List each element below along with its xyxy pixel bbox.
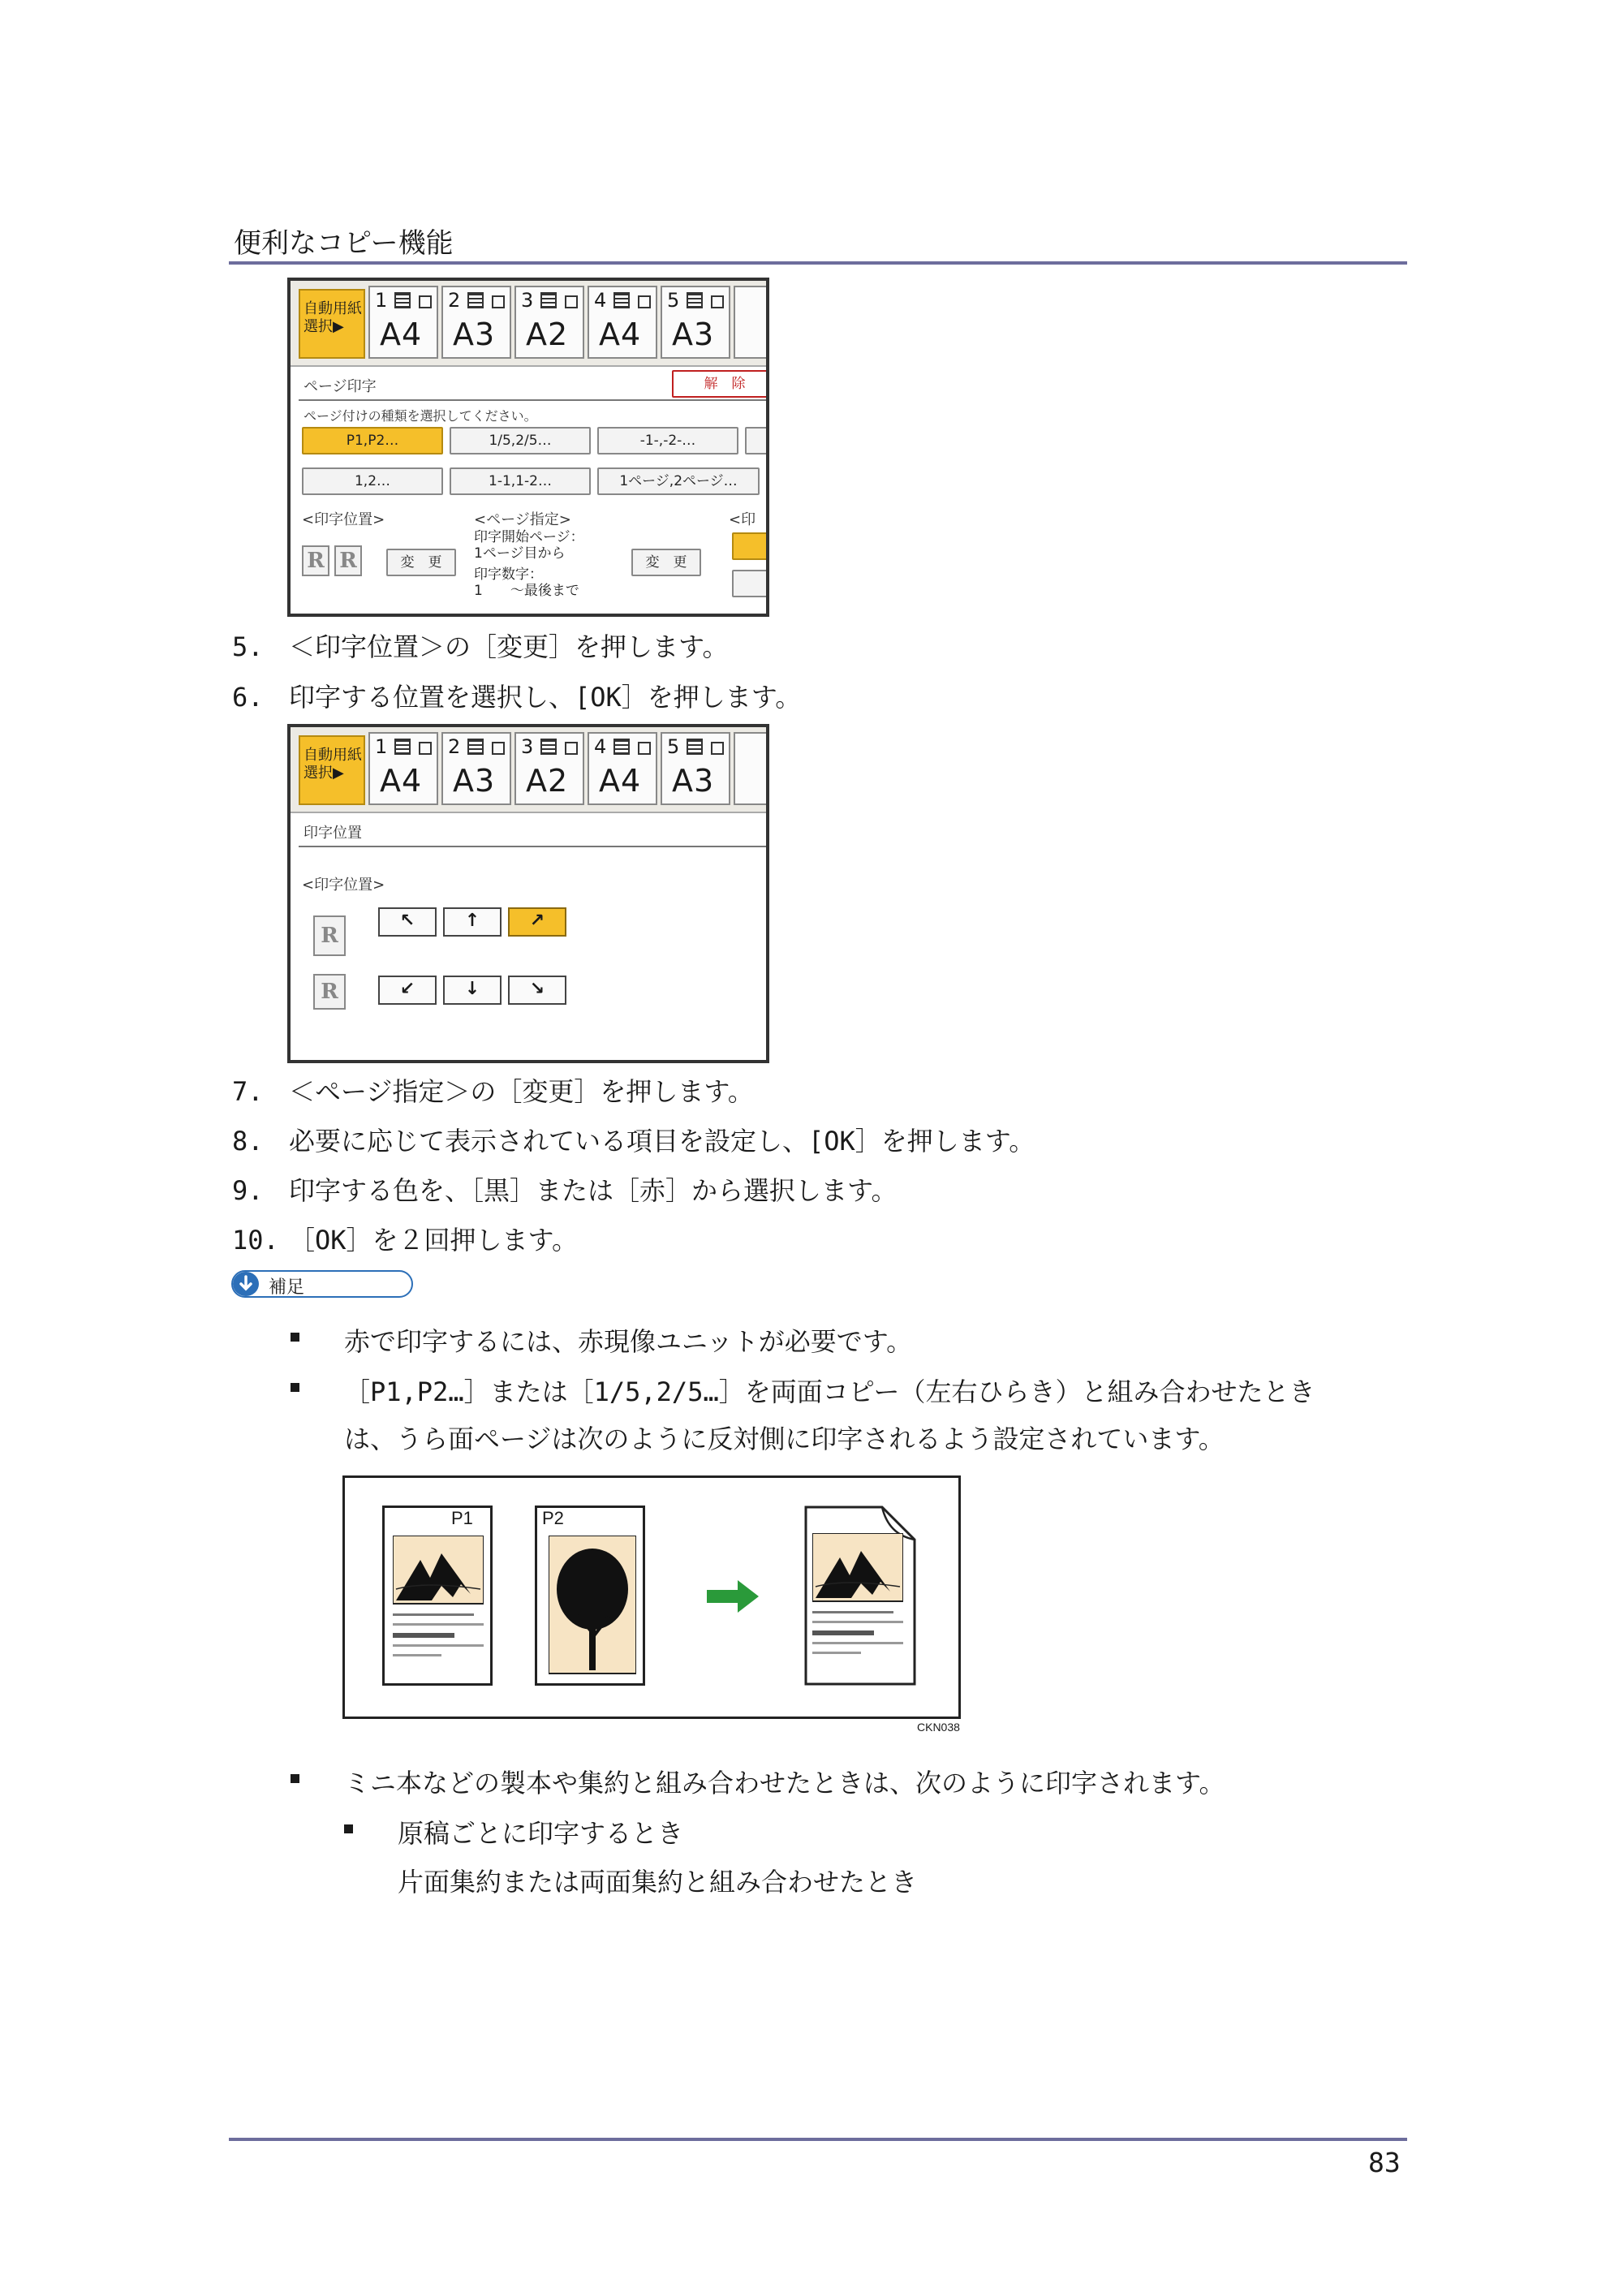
paper-icon: [419, 295, 432, 308]
paper-tray-bar: [291, 727, 766, 813]
instruction-text: ページ付けの種類を選択してください。: [304, 408, 537, 424]
figure-caption: CKN038: [917, 1721, 960, 1734]
type-chapter-button[interactable]: 1-1,1-2…: [450, 467, 591, 495]
divider: [299, 399, 769, 401]
right-arrow-icon: [705, 1579, 760, 1614]
top-center-position-button[interactable]: ↑: [443, 907, 502, 937]
step-5: 5. ＜印字位置＞の［変更］を押します。: [232, 631, 729, 662]
paper-stack-icon: [467, 292, 484, 308]
top-right-position-button[interactable]: ↗: [508, 907, 566, 937]
panel-title: ページ印字: [304, 378, 377, 395]
color-section-label: <印: [729, 511, 756, 528]
top-stamp-preview-icon: R: [313, 915, 346, 956]
note-label: 補足: [269, 1277, 305, 1298]
step-8: 8. 必要に応じて表示されている項目を設定し、[OK］を押します。: [232, 1126, 1035, 1157]
tray-1-button[interactable]: 1 A4: [368, 286, 438, 359]
note-item-3: ミニ本などの製本や集約と組み合わせたときは、次のように印字されます。: [291, 1763, 1225, 1800]
bottom-left-position-button[interactable]: ↙: [378, 976, 437, 1005]
result-page-p2: [804, 1506, 915, 1686]
footer-rule: [229, 2138, 1407, 2141]
color-black-button[interactable]: [732, 532, 769, 560]
tray-1-button[interactable]: 1 A4: [368, 732, 438, 805]
mountain-picture-icon: [812, 1533, 903, 1671]
paper-stack-icon: [687, 292, 703, 308]
step-10: 10. ［OK］を２回押します。: [232, 1225, 578, 1256]
type-dash-button[interactable]: -1-,-2-…: [597, 427, 738, 454]
divider: [299, 846, 769, 847]
note-item-1: 赤で印字するには、赤現像ユニットが必要です。: [291, 1321, 912, 1359]
duplex-stamp-figure: [342, 1475, 961, 1719]
stamp-preview-right-icon: R: [334, 545, 362, 576]
tray-3-button[interactable]: 3 A2: [514, 286, 584, 359]
paper-icon: [711, 295, 724, 308]
paper-icon: [711, 742, 724, 755]
tray-2-button[interactable]: 2 A3: [441, 286, 511, 359]
note-subitem-1-detail: 片面集約または両面集約と組み合わせたとき: [398, 1867, 918, 1898]
paper-icon: [638, 295, 651, 308]
stamp-number-label: 印字数字：: [474, 566, 543, 583]
position-section-label: <印字位置>: [302, 877, 385, 894]
step-9: 9. 印字する色を、［黒］または［赤］から選択します。: [232, 1175, 898, 1206]
tree-picture-icon: [549, 1536, 636, 1678]
note-subitem-1: 原稿ごとに印字するとき: [344, 1813, 683, 1850]
step-6: 6. 印字する位置を選択し、[OK］を押します。: [232, 682, 802, 713]
p1-label: P1: [451, 1508, 473, 1528]
start-page-value: 1ページ目から: [474, 545, 566, 562]
p2-label: P2: [542, 1508, 564, 1528]
stamp-position-panel: [287, 724, 769, 1063]
type-more-button[interactable]: [745, 427, 769, 454]
position-section-label: <印字位置>: [302, 511, 385, 528]
paper-icon: [492, 295, 505, 308]
paper-icon: [638, 742, 651, 755]
change-page-spec-button[interactable]: 変 更: [631, 549, 701, 576]
step-7: 7. ＜ページ指定＞の［変更］を押します。: [232, 1076, 754, 1107]
paper-stack-icon: [467, 739, 484, 755]
bottom-center-position-button[interactable]: ↓: [443, 976, 502, 1005]
paper-tray-bar: [291, 281, 766, 367]
bottom-stamp-preview-icon: R: [313, 974, 346, 1010]
tray-6-button[interactable]: [734, 286, 769, 359]
paper-stack-icon: [687, 739, 703, 755]
color-red-button[interactable]: [732, 570, 769, 597]
type-page-button[interactable]: 1ページ,2ページ…: [597, 467, 760, 495]
note-item-2: ［P1,P2…］または［1/5,2/5…］を両面コピー（左右ひらき）と組み合わせたとき: [291, 1372, 1315, 1409]
paper-icon: [419, 742, 432, 755]
start-page-label: 印字開始ページ：: [474, 529, 584, 545]
tray-3-button[interactable]: 3 A2: [514, 732, 584, 805]
paper-icon: [565, 295, 578, 308]
header-rule: [229, 261, 1407, 265]
page-spec-section-label: <ページ指定>: [474, 511, 571, 528]
stamp-number-value: 1 ～最後まで: [474, 583, 579, 599]
stamp-preview-left-icon: R: [302, 545, 329, 576]
note-badge: [231, 1270, 413, 1298]
bottom-right-position-button[interactable]: ↘: [508, 976, 566, 1005]
paper-stack-icon: [613, 739, 630, 755]
page-number: 83: [1368, 2147, 1401, 2178]
mountain-picture-icon: [393, 1536, 484, 1674]
panel-title: 印字位置: [304, 825, 362, 842]
tray-5-button[interactable]: 5 A3: [661, 732, 730, 805]
paper-stack-icon: [613, 292, 630, 308]
paper-stack-icon: [394, 292, 411, 308]
tray-5-button[interactable]: 5 A3: [661, 286, 730, 359]
top-left-position-button[interactable]: ↖: [378, 907, 437, 937]
down-arrow-icon: [233, 1272, 259, 1296]
change-position-button[interactable]: 変 更: [386, 549, 456, 576]
paper-icon: [492, 742, 505, 755]
type-p1-p2-button[interactable]: P1,P2…: [302, 427, 443, 454]
tray-2-button[interactable]: 2 A3: [441, 732, 511, 805]
page-stamp-panel: [287, 278, 769, 617]
original-page-p2: [535, 1506, 645, 1686]
paper-stack-icon: [540, 739, 557, 755]
note-item-2-continued: は、うら面ページは次のように反対側に印字されるよう設定されています。: [344, 1424, 1225, 1454]
paper-stack-icon: [540, 292, 557, 308]
type-number-button[interactable]: 1,2…: [302, 467, 443, 495]
tray-6-button[interactable]: [734, 732, 769, 805]
tray-4-button[interactable]: 4 A4: [588, 732, 657, 805]
page-header-title: 便利なコピー機能: [234, 227, 454, 260]
cancel-button[interactable]: 解 除: [672, 370, 769, 398]
type-fraction-button[interactable]: 1/5,2/5…: [450, 427, 591, 454]
paper-stack-icon: [394, 739, 411, 755]
auto-paper-select-button[interactable]: 自動用紙 選択▶: [299, 735, 365, 805]
tray-4-button[interactable]: 4 A4: [588, 286, 657, 359]
original-page-p1: [382, 1506, 493, 1686]
paper-icon: [565, 742, 578, 755]
auto-paper-select-button[interactable]: 自動用紙 選択▶: [299, 289, 365, 359]
